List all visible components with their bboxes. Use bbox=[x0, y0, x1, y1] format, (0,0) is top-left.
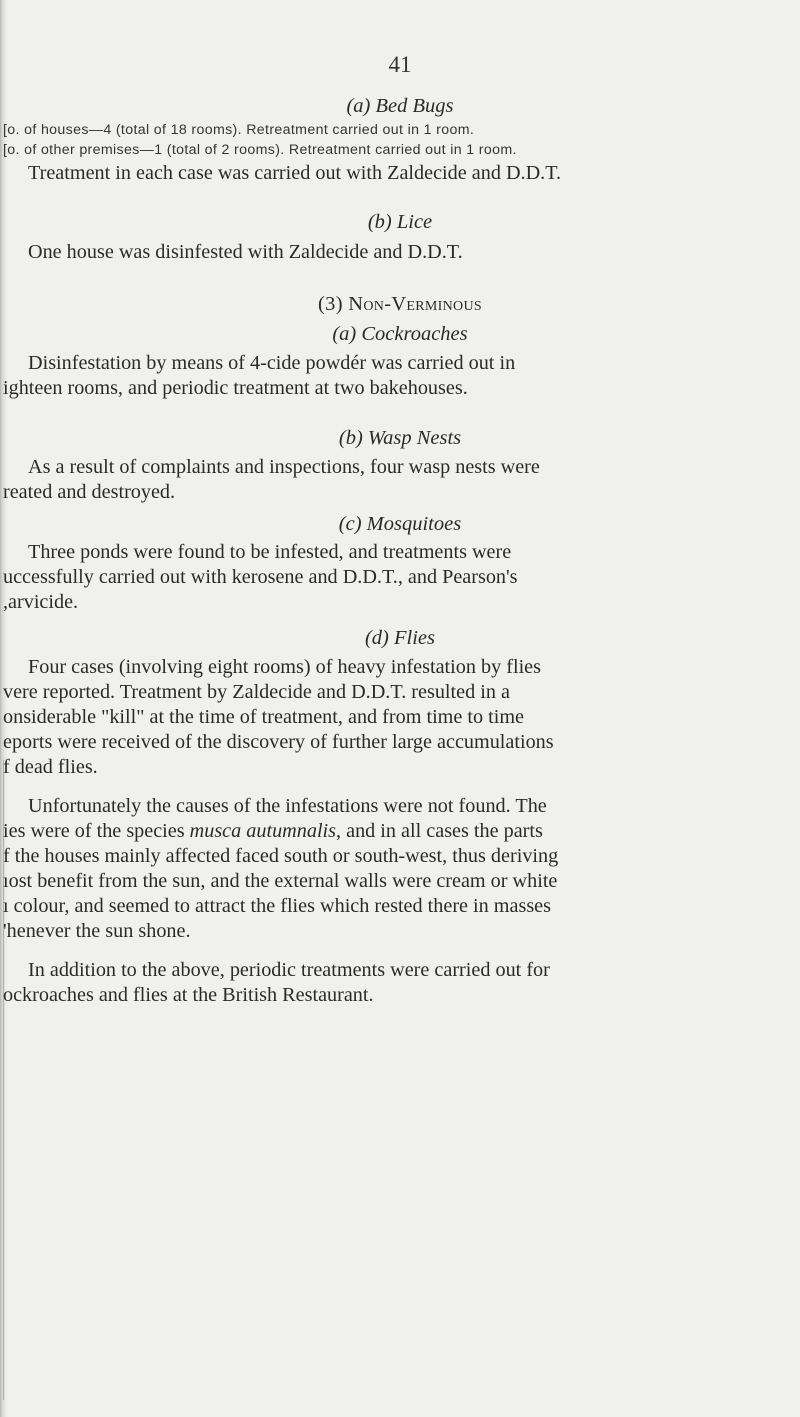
heading-wasp-nests: (b) Wasp Nests bbox=[338, 427, 462, 449]
flies-paragraph-2-line-2-text-a: ies were of the species bbox=[3, 820, 190, 842]
flies-paragraph-1-line-1: Four cases (involving eight rooms) of heavy infestation by flies bbox=[28, 656, 541, 678]
heading-bed-bugs: (a) Bed Bugs bbox=[346, 95, 454, 117]
mosquitoes-line-1: Three ponds were found to be infested, and treatments were bbox=[28, 541, 512, 563]
flies-paragraph-1-line-5: f dead flies. bbox=[3, 756, 98, 778]
bed-bugs-line-3: Treatment in each case was carried out with Zaldecide and D.D.T. bbox=[28, 162, 562, 184]
flies-paragraph-1-line-2: vere reported. Treatment by Zaldecide and D.D.T. resulted in a bbox=[3, 681, 510, 703]
flies-paragraph-2-line-3: f the houses mainly affected faced south or south-west, thus deriving bbox=[3, 845, 559, 867]
flies-paragraph-1-line-3: onsiderable "kill" at the time of treatment, and from time to time bbox=[3, 706, 525, 728]
wasp-nests-line-2: reated and destroyed. bbox=[3, 481, 176, 503]
cockroaches-line-2: ighteen rooms, and periodic treatment at two bakehouses. bbox=[3, 377, 468, 399]
lice-line-1: One house was disinfested with Zaldecide and D.D.T. bbox=[28, 241, 463, 263]
mosquitoes-line-2: uccessfully carried out with kerosene and D.D.T., and Pearson's bbox=[3, 566, 518, 588]
flies-paragraph-2-line-2-text-b: , and in all cases the parts bbox=[336, 820, 543, 842]
bed-bugs-line-1: [o. of houses—4 (total of 18 rooms). Retreatment carried out in 1 room. bbox=[3, 122, 475, 138]
flies-paragraph-3-line-2: ockroaches and flies at the British Restaurant. bbox=[3, 984, 374, 1006]
bed-bugs-line-2: [o. of other premises—1 (total of 2 rooms). Retreatment carried out in 1 room. bbox=[3, 142, 517, 158]
flies-paragraph-2-line-5: ı colour, and seemed to attract the flies which rested there in masses bbox=[3, 895, 551, 917]
mosquitoes-line-3: ,arvicide. bbox=[3, 591, 79, 613]
flies-paragraph-2-line-4: ıost benefit from the sun, and the external walls were cream or white bbox=[3, 870, 558, 892]
cockroaches-line-1: Disinfestation by means of 4-cide powdér was carried out in bbox=[28, 352, 516, 374]
heading-non-verminous: (3) Non-Verminous bbox=[318, 293, 482, 315]
page-number: 41 bbox=[388, 52, 412, 77]
heading-lice: (b) Lice bbox=[367, 211, 433, 233]
flies-paragraph-2-line-1: Unfortunately the causes of the infestations were not found. The bbox=[28, 795, 547, 817]
flies-paragraph-1-line-4: eports were received of the discovery of further large accumulations bbox=[3, 731, 554, 753]
species-name: musca autumnalis bbox=[189, 820, 337, 842]
flies-paragraph-2-line-2 bbox=[3, 819, 543, 843]
flies-paragraph-3-line-1: In addition to the above, periodic treatments were carried out for bbox=[28, 959, 550, 981]
heading-cockroaches: (a) Cockroaches bbox=[332, 323, 468, 345]
wasp-nests-line-1: As a result of complaints and inspections, four wasp nests were bbox=[28, 456, 540, 478]
heading-mosquitoes: (c) Mosquitoes bbox=[338, 513, 462, 535]
heading-flies: (d) Flies bbox=[364, 627, 436, 649]
flies-paragraph-2-line-6: 'henever the sun shone. bbox=[3, 920, 191, 942]
